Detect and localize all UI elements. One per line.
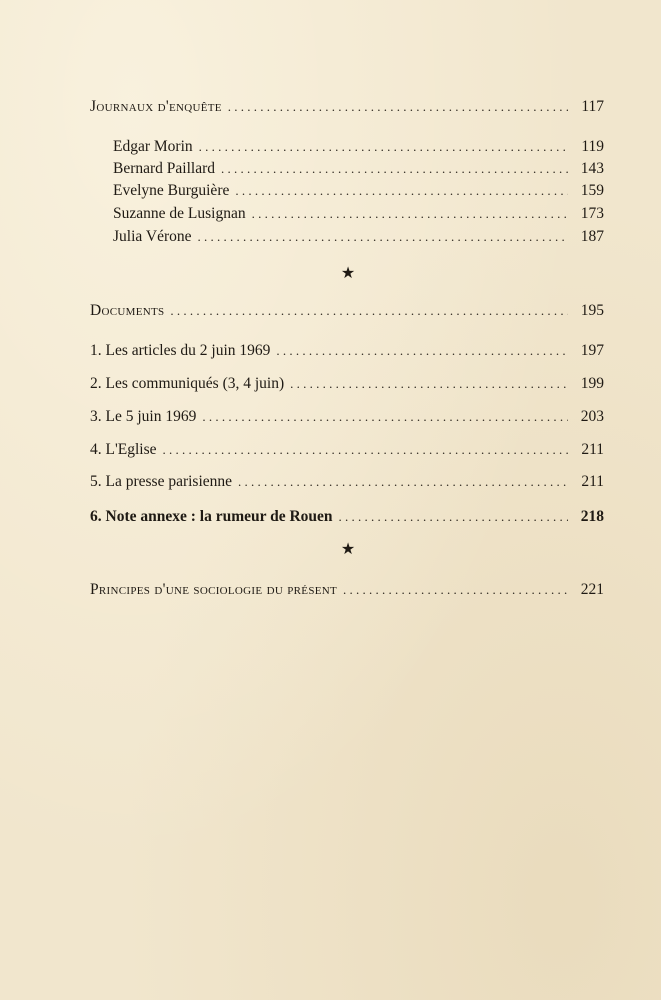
leader-dots	[276, 341, 568, 361]
leader-dots	[170, 301, 568, 321]
leader-dots	[235, 181, 568, 201]
toc-page-number: 187	[580, 228, 604, 245]
toc-page-number: 199	[580, 375, 604, 392]
toc-entry	[90, 507, 604, 527]
toc-section-documents	[90, 301, 604, 321]
leader-dots	[221, 159, 568, 179]
toc-entry-label: Evelyne Burguière	[113, 182, 230, 199]
toc-page-number: 119	[581, 138, 604, 155]
toc-entry	[90, 472, 604, 492]
toc-section-title: Documents	[90, 302, 165, 319]
toc-section-journaux	[90, 97, 604, 117]
leader-dots	[252, 204, 568, 224]
toc-entry	[113, 159, 604, 179]
toc-page-number: 173	[580, 205, 604, 222]
toc-entry-label: 1. Les articles du 2 juin 1969	[90, 342, 271, 359]
toc-page-number: 218	[580, 508, 604, 525]
leader-dots	[199, 137, 568, 157]
leader-dots	[228, 97, 568, 117]
toc-entry-label: Bernard Paillard	[113, 160, 216, 177]
toc-entry	[113, 227, 604, 247]
toc-entry	[113, 204, 604, 224]
toc-entry-label: 6. Note annexe : la rumeur de Rouen	[90, 508, 333, 525]
toc-section-title: Principes d'une sociologie du présent	[90, 581, 338, 598]
toc-entry	[113, 181, 604, 201]
toc-page-number: 143	[580, 160, 604, 177]
toc-page-number: 195	[580, 302, 604, 319]
toc-entry-label: Suzanne de Lusignan	[113, 205, 246, 222]
toc-entry	[113, 137, 604, 157]
star-separator-icon: ★	[340, 265, 356, 282]
toc-page-number: 117	[581, 98, 604, 115]
leader-dots	[202, 407, 568, 427]
toc-page-number: 221	[580, 581, 604, 598]
toc-entry-label: 3. Le 5 juin 1969	[90, 408, 197, 425]
toc-page-number: 197	[580, 342, 604, 359]
leader-dots	[238, 472, 568, 492]
leader-dots	[290, 374, 568, 394]
star-separator-icon: ★	[340, 541, 356, 558]
toc-entry	[90, 341, 604, 361]
toc-entry-label: 4. L'Eglise	[90, 441, 157, 458]
leader-dots	[339, 507, 568, 527]
toc-entry-label: Edgar Morin	[113, 138, 193, 155]
leader-dots	[197, 227, 568, 247]
toc-section-principes	[90, 580, 604, 600]
toc-page-number: 159	[580, 182, 604, 199]
toc-entry	[90, 374, 604, 394]
toc-entry-label: Julia Vérone	[113, 228, 192, 245]
leader-dots	[163, 440, 568, 460]
toc-page-number: 211	[581, 441, 604, 458]
toc-entry	[90, 407, 604, 427]
toc-page-number: 203	[580, 408, 604, 425]
toc-entry	[90, 440, 604, 460]
toc-section-title: Journaux d'enquête	[90, 98, 222, 115]
leader-dots	[343, 580, 568, 600]
toc-entry-label: 5. La presse parisienne	[90, 473, 233, 490]
toc-entry-label: 2. Les communiqués (3, 4 juin)	[90, 375, 285, 392]
toc-page-number: 211	[581, 473, 604, 490]
